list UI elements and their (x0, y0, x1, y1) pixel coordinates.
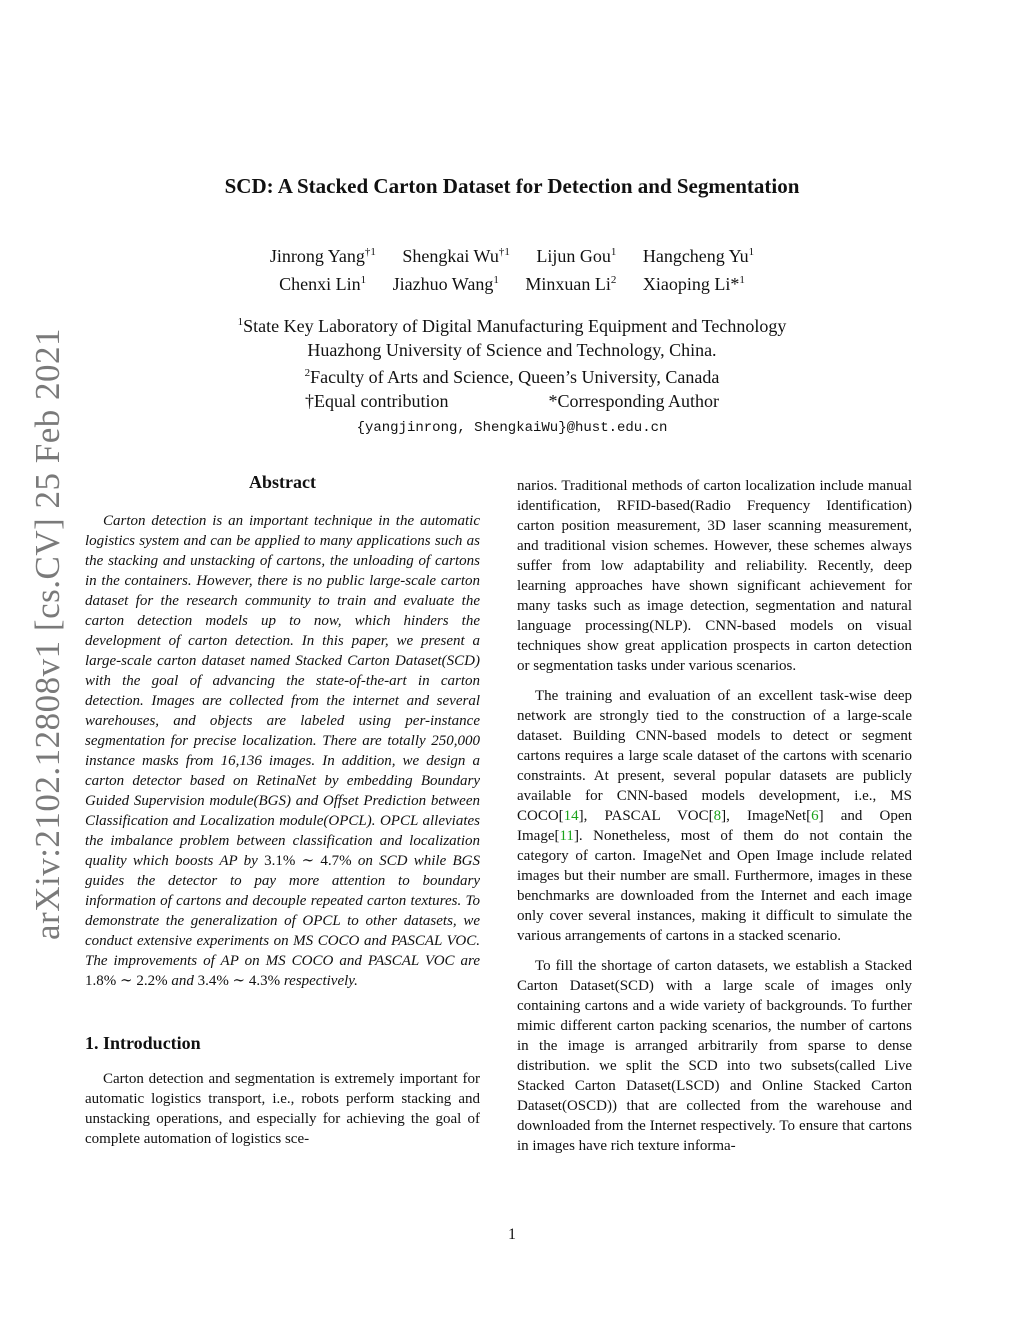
author-list (0, 240, 1024, 296)
paper-title: SCD: A Stacked Carton Dataset for Detection and Segmentation (224, 174, 800, 198)
author: Chenxi Lin$^1$ (279, 274, 367, 294)
body-paragraph: narios. Traditional methods of carton localization include manual identification, RFID-based(Radio Frequency Identification) carton position measurement, 3D laser scanning measurement, and traditional vision schemes. However, these schemes always suffer from low adaptability and reliability. Recently, deep learning approaches have shown significant achievement for many tasks such as image detection, segmentation and natural language processing(NLP). CNN-based models on visual techniques show great application prospects in carton detection or segmentation tasks under various scenarios. (517, 478, 912, 674)
citation-link[interactable]: 8 (713, 808, 722, 824)
author: Minxuan Li$^2$ (525, 274, 617, 294)
abstract-heading: Abstract (249, 472, 316, 492)
citation-link[interactable]: 11 (559, 828, 574, 844)
author-row-1 (0, 240, 1024, 268)
arxiv-identifier: arXiv:2102.12808v1 [cs.CV] 25 Feb 2021 (28, 327, 67, 940)
introduction-heading: 1. Introduction (85, 1033, 201, 1053)
affiliation-1-line-2: Huazhong University of Science and Technology, China. (307, 339, 717, 360)
page-number: 1 (508, 1226, 516, 1243)
author: Jiazhuo Wang$^1$ (392, 274, 499, 294)
author-email: {yangjinrong, ShengkaiWu}@hust.edu.cn (356, 420, 668, 436)
author: Xiaoping Li*$^1$ (642, 274, 745, 294)
body-paragraph: The training and evaluation of an excellent task-wise deep network are strongly tied to the construction of a large-scale dataset. Building CNN-based models to detect or segment cartons requires a large scale dataset of the cartons with scenario constraints. At present, several popular datasets are publicly available for CNN-based models development, i.e., MS COCO[14], PASCAL VOC[8], ImageNet[6] and Open Image[11]. Nonetheless, most of them do not contain the category of carton. ImageNet and Open Image include related images but their number are small. Furthermore, images in these benchmarks are downloaded from the Internet and each image only cover several instances, making it difficult to simulate the various arrangements of cartons in a stacked scenario. (517, 688, 912, 944)
author: Hangcheng Yu$^1$ (642, 246, 755, 266)
body-paragraph: To fill the shortage of carton datasets, we establish a Stacked Carton Dataset(SCD) with a large scale of images only containing cartons and a wide variety of backgrounds. To further mimic different carton packing scenarios, the number of cartons in the image is arranged arbitrarily from sparse to dense distribution. we split the SCD into two subsets(called Live Stacked Carton Dataset(LSCD) and Online Stacked Carton Dataset(OSCD)) that are collected from the warehouse and downloaded from the Internet respectively. To ensure that cartons in images have rich texture informa- (517, 958, 912, 1154)
affiliation-1-line-1: $^1$State Key Laboratory of Digital Manufacturing Equipment and Technology (237, 316, 787, 336)
left-column (85, 472, 480, 1159)
abstract-text: Carton detection is an important technique in the automatic logistics system and can be applied to many applications such as the stacking and unstacking of cartons, the unloading of cartons in the containers. However, there is no public large-scale carton dataset for the research community to train and evaluate the carton detection models up to now, which hinders the development of carton detection. In this paper, we present a large-scale carton dataset named Stacked Carton Dataset(SCD) with the goal of advancing the state-of-the-art in carton detection. Images are collected from the internet and several warehouses, and objects are labeled using per-instance segmentation for precise localization. There are totally 250,000 instance masks from 16,136 images. In addition, we design a carton detector based on RetinaNet by embedding Boundary Guided Supervision module(BGS) and Offset Prediction between Classification and Localization module(OPCL). OPCL alleviates the imbalance problem between classification and localization quality which boosts AP by 3.1% ∼ 4.7% on SCD while BGS guides the detector to pay more attention to boundary information of cartons and decouple repeated carton textures. To demonstrate the generalization of OPCL to other datasets, we conduct extensive experiments on MS COCO and PASCAL VOC. The improvements of AP on MS COCO and PASCAL VOC are 1.8% ∼ 2.2% and 3.4% ∼ 4.3% respectively. (85, 513, 480, 989)
affiliation-2: $^2$Faculty of Arts and Science, Queen’s University, Canada (304, 367, 720, 387)
author-row-2 (0, 268, 1024, 296)
author: Jinrong Yang$^{\dagger 1}$ (269, 246, 376, 266)
author: Shengkai Wu$^{\dagger 1}$ (402, 246, 510, 266)
author: Lijun Gou$^1$ (536, 246, 617, 266)
contribution-notes (0, 390, 1024, 414)
affiliations (0, 311, 1024, 441)
equal-contribution-note: †Equal contribution (305, 390, 449, 411)
citation-link[interactable]: 14 (563, 808, 579, 824)
introduction-paragraph: Carton detection and segmentation is extremely important for automatic logistics transport, i.e., robots perform stacking and unstacking operations, and especially for achieving the goal of complete automation of logistics sce- (85, 1071, 480, 1147)
citation-link[interactable]: 6 (811, 808, 819, 824)
corresponding-author-note: *Corresponding Author (548, 390, 719, 411)
right-column (517, 476, 912, 1166)
